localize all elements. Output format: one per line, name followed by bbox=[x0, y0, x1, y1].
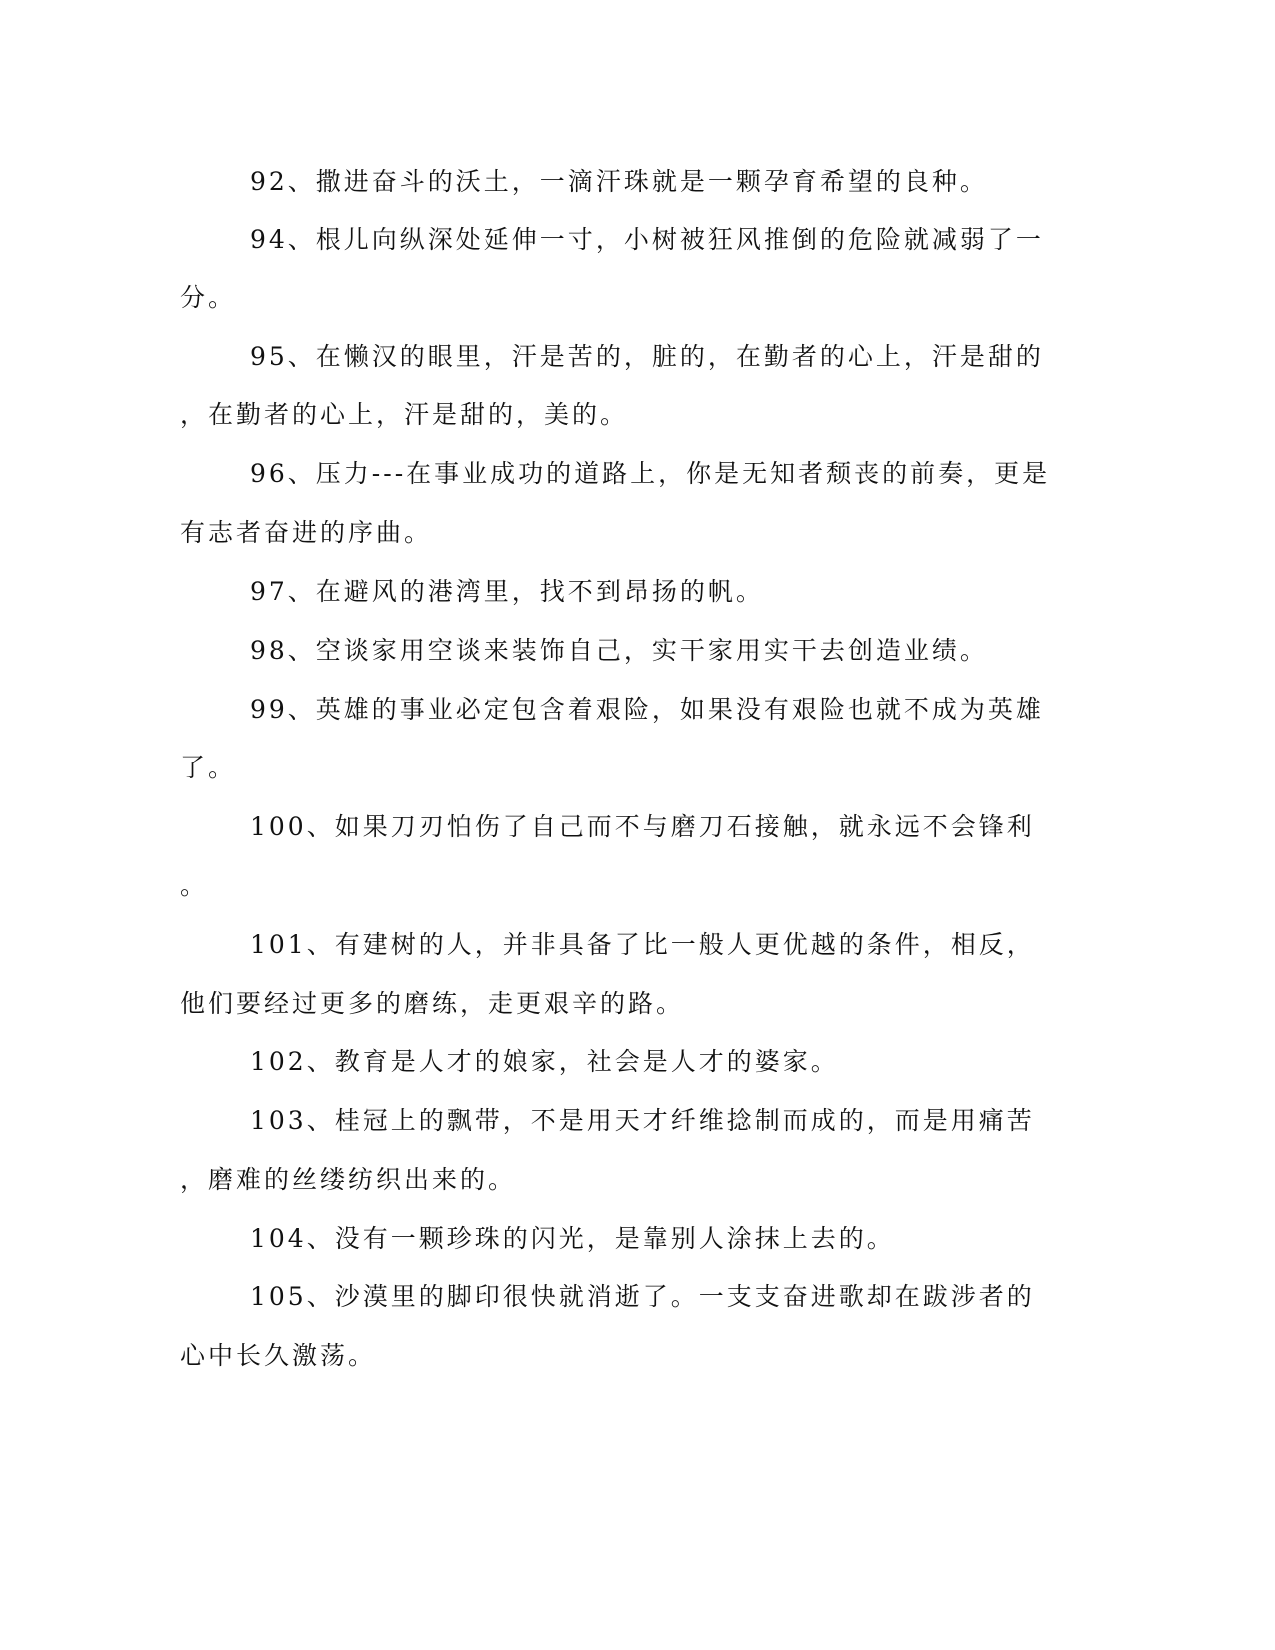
paragraph-98-line-1: 98、空谈家用空谈来装饰自己，实干家用实干去创造业绩。 bbox=[250, 636, 988, 665]
paragraph-102-line-1: 102、教育是人才的娘家，社会是人才的婆家。 bbox=[250, 1047, 839, 1076]
paragraph-97-line-1: 97、在避风的港湾里，找不到昂扬的帆。 bbox=[250, 577, 764, 606]
paragraph-95-line-1: 95、在懒汉的眼里，汗是苦的，脏的，在勤者的心上，汗是甜的 bbox=[250, 342, 1044, 371]
paragraph-94-line-1: 94、根儿向纵深处延伸一寸，小树被狂风推倒的危险就减弱了一 bbox=[250, 225, 1044, 254]
paragraph-105-line-2: 心中长久激荡。 bbox=[180, 1341, 377, 1370]
paragraph-105-line-1: 105、沙漠里的脚印很快就消逝了。一支支奋进歌却在跋涉者的 bbox=[250, 1282, 1035, 1311]
paragraph-100-line-1: 100、如果刀刃怕伤了自己而不与磨刀石接触，就永远不会锋利 bbox=[250, 812, 1035, 841]
paragraph-101-line-1: 101、有建树的人，并非具备了比一般人更优越的条件，相反， bbox=[250, 930, 1035, 959]
paragraph-100-line-2: 。 bbox=[180, 871, 209, 900]
paragraph-92-line-1: 92、撒进奋斗的沃土，一滴汗珠就是一颗孕育希望的良种。 bbox=[250, 167, 988, 196]
paragraph-99-line-2: 了。 bbox=[180, 753, 237, 782]
paragraph-99-line-1: 99、英雄的事业必定包含着艰险，如果没有艰险也就不成为英雄 bbox=[250, 695, 1044, 724]
paragraph-103-line-2: ，磨难的丝缕纺织出来的。 bbox=[180, 1165, 517, 1194]
paragraph-96-line-2: 有志者奋进的序曲。 bbox=[180, 518, 433, 547]
paragraph-101-line-2: 他们要经过更多的磨练，走更艰辛的路。 bbox=[180, 989, 685, 1018]
paragraph-96-line-1: 96、压力---在事业成功的道路上，你是无知者颓丧的前奏，更是 bbox=[250, 459, 1051, 488]
paragraph-104-line-1: 104、没有一颗珍珠的闪光，是靠别人涂抹上去的。 bbox=[250, 1224, 895, 1253]
paragraph-95-line-2: ，在勤者的心上，汗是甜的，美的。 bbox=[180, 400, 629, 429]
paragraph-103-line-1: 103、桂冠上的飘带，不是用天才纤维捻制而成的，而是用痛苦 bbox=[250, 1106, 1035, 1135]
paragraph-94-line-2: 分。 bbox=[180, 283, 237, 312]
